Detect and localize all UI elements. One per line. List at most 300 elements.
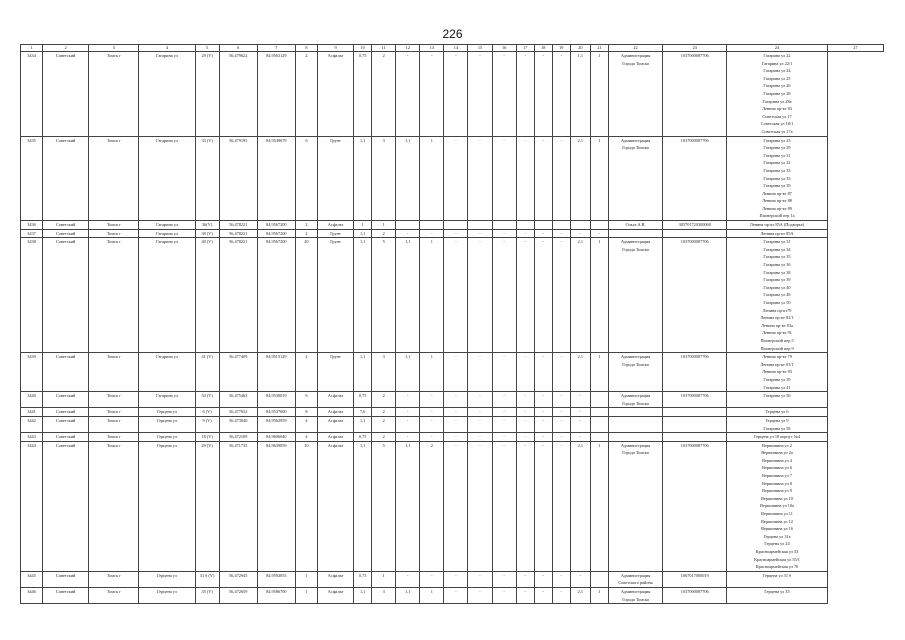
col14-cell: 1 xyxy=(420,136,444,221)
house-cell: 40 (V) xyxy=(195,238,219,353)
col17-cell: - xyxy=(492,416,516,432)
col13-cell xyxy=(396,221,420,230)
col12-cell: 2 xyxy=(372,433,396,442)
served-address: Ленина пр-кт 91 xyxy=(762,330,792,336)
served-address: Герцена ул 24 xyxy=(764,541,790,547)
row-number: 3438 xyxy=(21,238,43,353)
col20-cell: - xyxy=(552,238,570,353)
served-address: Вершинина ул 2 xyxy=(762,442,792,448)
col16-cell xyxy=(468,221,492,230)
owner-cell xyxy=(608,229,662,238)
served-address: Гагарина ул 22 xyxy=(763,53,791,58)
row-number: 3446 xyxy=(21,587,43,603)
served-address: Гагарина ул 39 xyxy=(763,183,791,189)
street-cell: Гагарина ул xyxy=(139,221,195,230)
inn-cell: 1037000087706 xyxy=(663,441,727,571)
col12-cell: 5 xyxy=(372,441,396,571)
column-number-header: 10 xyxy=(354,45,372,52)
col20-cell: - xyxy=(552,408,570,417)
col17-cell: - xyxy=(492,571,516,587)
longitude-cell: 84,9639059 xyxy=(257,441,295,571)
area-cell: 0,75 xyxy=(354,392,372,408)
served-address: Вершинина ул 7 xyxy=(762,473,792,479)
col19-cell xyxy=(534,221,552,230)
row-number: 3442 xyxy=(21,416,43,432)
area-cell: 1 xyxy=(354,221,372,230)
longitude-cell: 84,9592053 xyxy=(257,571,295,587)
served-address: Пионерский пер 5 xyxy=(760,337,794,343)
col18-cell: - xyxy=(516,587,534,603)
col21-cell: 2,1 xyxy=(570,353,590,392)
column-number-header: 11 xyxy=(372,45,396,52)
served-address: Ленина пр-кт 81/1 xyxy=(760,361,794,367)
served-address: Гагарина ул 24 xyxy=(763,68,791,74)
area-cell: 1,1 xyxy=(354,587,372,603)
area-cell: 1,1 xyxy=(354,136,372,221)
longitude-cell: 84,9562959 xyxy=(257,416,295,432)
inn-cell xyxy=(663,229,727,238)
longitude-cell: 84,9515129 xyxy=(257,353,295,392)
served-addresses-cell xyxy=(727,353,827,392)
col15-cell: - xyxy=(444,238,468,353)
owner-line: Администрация xyxy=(620,588,651,594)
owner-line: Администрация xyxy=(620,393,651,399)
containers-count-cell: 6 xyxy=(295,392,317,408)
col15-cell: - xyxy=(444,353,468,392)
col20-cell: - xyxy=(552,441,570,571)
column-number-header: 18 xyxy=(534,45,552,52)
column-number-header: 17 xyxy=(516,45,534,52)
col13-cell: - xyxy=(396,52,420,137)
containers-count-cell: 6 xyxy=(295,136,317,221)
col13-cell: 1,1 xyxy=(396,238,420,353)
served-address: Гагарина ул 29 xyxy=(763,145,791,151)
column-number-header: 14 xyxy=(444,45,468,52)
table-row xyxy=(21,408,884,417)
district-cell: Советский xyxy=(43,353,89,392)
column-number-header: 9 xyxy=(317,45,353,52)
served-address: Красноармейская ул 55/1 xyxy=(754,556,800,562)
district-cell: Советский xyxy=(43,587,89,603)
containers-count-cell: 4 xyxy=(295,433,317,442)
inn-cell: 1037000087706 xyxy=(663,136,727,221)
col18-cell: - xyxy=(516,353,534,392)
served-address: Вершинина ул 9 xyxy=(762,488,792,494)
col22-cell: 1 xyxy=(590,441,608,571)
col13-cell: - xyxy=(396,416,420,432)
street-cell: Гагарина ул xyxy=(139,238,195,353)
col22-cell: 1 xyxy=(590,238,608,353)
col18-cell: - xyxy=(516,136,534,221)
col22-cell: - xyxy=(590,229,608,238)
served-addresses-cell xyxy=(727,433,827,442)
column-number-header: 22 xyxy=(608,45,662,52)
owner-line: Советского района xyxy=(618,580,653,586)
col12-cell: 2 xyxy=(372,408,396,417)
served-address: Вершинина ул 12 xyxy=(761,518,793,524)
col14-cell: - xyxy=(420,571,444,587)
served-address: Советская ул 17а xyxy=(761,128,793,134)
col15-cell xyxy=(444,221,468,230)
col19-cell: - xyxy=(534,433,552,442)
served-addresses-cell xyxy=(727,392,827,408)
waste-sites-registry-table xyxy=(20,44,884,604)
table-row xyxy=(21,416,884,432)
served-address: Гагарина ул 39 xyxy=(763,277,791,283)
city-cell: Томск г xyxy=(89,416,139,432)
served-addresses-cell xyxy=(727,416,827,432)
row-number: 3441 xyxy=(21,408,43,417)
col20-cell: - xyxy=(552,229,570,238)
row-number: 3444 xyxy=(21,441,43,571)
served-address: Ленина пр-кт 87 xyxy=(762,190,792,196)
street-cell: Гагарина ул xyxy=(139,353,195,392)
house-cell: 41 (V) xyxy=(195,353,219,392)
served-address: Ленина пр-кт 85А (Подворье) xyxy=(749,222,805,228)
col16-cell: - xyxy=(468,353,492,392)
table-row xyxy=(21,229,884,238)
inn-cell: 1037000087706 xyxy=(663,587,727,603)
served-address: Ленина пр-кт 85А xyxy=(760,230,794,236)
served-address: Советская ул 17 xyxy=(762,113,792,119)
column-number-header: 8 xyxy=(295,45,317,52)
owner-cell xyxy=(608,433,662,442)
col12-cell: 3 xyxy=(372,587,396,603)
col22-cell xyxy=(590,433,608,442)
col13-cell: - xyxy=(396,571,420,587)
owner-line: Администрация xyxy=(620,442,651,448)
column-number-row xyxy=(21,45,884,52)
inn-cell xyxy=(663,433,727,442)
served-address: Красноармейская ул 70 xyxy=(755,564,799,570)
longitude-cell: 84,9567200 xyxy=(257,238,295,353)
served-addresses-cell xyxy=(727,587,827,603)
col15-cell: - xyxy=(444,229,468,238)
inn-cell: 1037000087706 xyxy=(663,392,727,408)
col17-cell: - xyxy=(492,587,516,603)
latitude-cell: 56,479622 xyxy=(219,52,257,137)
row-number: 3434 xyxy=(21,52,43,137)
owner-cell xyxy=(608,136,662,221)
col13-cell: 1,1 xyxy=(396,353,420,392)
served-address: Пионерский пер 9 xyxy=(760,345,794,351)
col22-cell xyxy=(590,408,608,417)
col18-cell: - xyxy=(516,433,534,442)
city-cell: Томск г xyxy=(89,408,139,417)
col20-cell: - xyxy=(552,433,570,442)
house-cell: 29 (V) xyxy=(195,441,219,571)
col22-cell: 1 xyxy=(590,52,608,137)
surface-cell: Грунт xyxy=(317,229,353,238)
col14-cell: 1 xyxy=(420,238,444,353)
district-cell: Советский xyxy=(43,571,89,587)
inn-cell xyxy=(663,408,727,417)
area-cell: 1,1 xyxy=(354,441,372,571)
latitude-cell: 56,475463 xyxy=(219,392,257,408)
col20-cell: - xyxy=(552,416,570,432)
latitude-cell: 56,478221 xyxy=(219,238,257,353)
col14-cell: - xyxy=(420,392,444,408)
col21-cell: - xyxy=(570,433,590,442)
served-addresses-cell xyxy=(727,238,827,353)
col17-cell: - xyxy=(492,441,516,571)
district-cell: Советский xyxy=(43,221,89,230)
col21-cell: - xyxy=(570,416,590,432)
col14-cell: - xyxy=(420,416,444,432)
inn-cell: 1037000087706 xyxy=(663,52,727,137)
col14-cell: - xyxy=(420,229,444,238)
longitude-cell: 84,9549679 xyxy=(257,136,295,221)
col22-cell: 1 xyxy=(590,353,608,392)
owner-cell xyxy=(608,416,662,432)
col16-cell: - xyxy=(468,238,492,353)
inn-cell: 305701720300060 xyxy=(663,221,727,230)
col19-cell: - xyxy=(534,441,552,571)
served-address: Советская ул 18/1 xyxy=(760,121,794,127)
served-address: Гагарина ул 40 xyxy=(763,284,791,290)
table-row xyxy=(21,441,884,571)
col19-cell: - xyxy=(534,408,552,417)
longitude-cell: 84,9537600 xyxy=(257,408,295,417)
col16-cell: - xyxy=(468,571,492,587)
column-number-header: 1 xyxy=(21,45,43,52)
surface-cell: Асфальт xyxy=(317,392,353,408)
row-number: 3443 xyxy=(21,433,43,442)
containers-count-cell: 2 xyxy=(295,221,317,230)
served-address: Герцена ул 31а xyxy=(763,533,791,539)
served-address: Гагарина ул 35 xyxy=(763,254,791,260)
served-address: Гагарина ул 33 xyxy=(763,167,791,173)
served-address: Гагарина ул 50 xyxy=(763,300,791,305)
owner-line: Города Томска xyxy=(622,145,649,151)
area-cell: 0,75 xyxy=(354,433,372,442)
column-number-header: 5 xyxy=(195,45,219,52)
col22-cell xyxy=(590,392,608,408)
owner-line: Города Томска xyxy=(622,361,649,367)
served-address: Вершинина ул 10а xyxy=(760,503,794,509)
house-cell: 29 (V) xyxy=(195,52,219,137)
col22-cell xyxy=(590,221,608,230)
surface-cell: Грунт xyxy=(317,353,353,392)
owner-line: Администрация xyxy=(620,239,651,245)
inn-cell: 1037000087706 xyxy=(663,353,727,392)
containers-count-cell: 1 xyxy=(295,587,317,603)
column-number-header: 16 xyxy=(492,45,516,52)
col15-cell: - xyxy=(444,571,468,587)
city-cell: Томск г xyxy=(89,392,139,408)
table-row xyxy=(21,221,884,230)
col19-cell: - xyxy=(534,52,552,137)
table-row xyxy=(21,52,884,137)
served-address: Гагарина ул 58 xyxy=(763,425,791,431)
street-cell: Гагарина ул xyxy=(139,229,195,238)
served-addresses-cell xyxy=(727,441,827,571)
city-cell: Томск г xyxy=(89,587,139,603)
inn-cell: 1067017000019 xyxy=(663,571,727,587)
latitude-cell: 56,472659 xyxy=(219,587,257,603)
owner-line: Ольга А.В. xyxy=(625,222,646,228)
surface-cell: Асфальт xyxy=(317,433,353,442)
street-cell: Гагарина ул xyxy=(139,136,195,221)
containers-count-cell: 2 xyxy=(295,229,317,238)
col12-cell: 1 xyxy=(372,221,396,230)
containers-count-cell: 4 xyxy=(295,416,317,432)
area-cell: 1,1 xyxy=(354,229,372,238)
col15-cell: - xyxy=(444,408,468,417)
district-cell: Советский xyxy=(43,441,89,571)
served-addresses-cell xyxy=(727,571,827,587)
street-cell: Герцена ул xyxy=(139,571,195,587)
col17-cell: - xyxy=(492,52,516,137)
served-address: Гагарина ул 26 xyxy=(763,83,791,89)
column-number-header: 3 xyxy=(89,45,139,52)
latitude-cell: 56,478221 xyxy=(219,221,257,230)
owner-line: Администрация xyxy=(620,137,651,143)
served-address: Гагарина ул 48 xyxy=(763,292,791,298)
owner-cell xyxy=(608,221,662,230)
district-cell: Советский xyxy=(43,238,89,353)
street-cell: Герцена ул xyxy=(139,433,195,442)
city-cell: Томск г xyxy=(89,136,139,221)
served-addresses-cell xyxy=(727,52,827,137)
row-number: 3437 xyxy=(21,229,43,238)
col14-cell: - xyxy=(420,52,444,137)
col21-cell: - xyxy=(570,571,590,587)
col22-cell xyxy=(590,571,608,587)
col20-cell: - xyxy=(552,353,570,392)
col14-cell: - xyxy=(420,433,444,442)
served-addresses-cell xyxy=(727,221,827,230)
col14-cell: - xyxy=(420,408,444,417)
col21-cell: - xyxy=(570,392,590,408)
served-address: Вершинина ул 10 xyxy=(761,495,793,501)
col17-cell: - xyxy=(492,408,516,417)
col19-cell: - xyxy=(534,392,552,408)
served-addresses-cell xyxy=(727,229,827,238)
district-cell: Советский xyxy=(43,136,89,221)
city-cell: Томск г xyxy=(89,441,139,571)
col14-cell: 1 xyxy=(420,353,444,392)
house-cell: 33 (V) xyxy=(195,136,219,221)
column-number-header: 15 xyxy=(468,45,492,52)
col13-cell: - xyxy=(396,392,420,408)
col13-cell: - xyxy=(396,229,420,238)
col18-cell: - xyxy=(516,392,534,408)
district-cell: Советский xyxy=(43,392,89,408)
table-row xyxy=(21,136,884,221)
surface-cell: Грунт xyxy=(317,238,353,353)
col16-cell: - xyxy=(468,229,492,238)
served-address: Вершинина ул 6 xyxy=(762,465,792,471)
inn-cell: 1037000087706 xyxy=(663,238,727,353)
col15-cell: - xyxy=(444,587,468,603)
col21-cell: 1,1 xyxy=(570,52,590,137)
col21-cell: 2,1 xyxy=(570,587,590,603)
owner-line: Администрация xyxy=(620,572,651,578)
col20-cell: - xyxy=(552,571,570,587)
city-cell: Томск г xyxy=(89,52,139,137)
col21-cell: 2,1 xyxy=(570,136,590,221)
col12-cell: 3 xyxy=(372,353,396,392)
containers-count-cell: 1 xyxy=(295,571,317,587)
row-number: 3436 xyxy=(21,221,43,230)
col13-cell: 1,1 xyxy=(396,136,420,221)
column-number-header: 13 xyxy=(420,45,444,52)
col22-cell: 1 xyxy=(590,587,608,603)
col18-cell: - xyxy=(516,441,534,571)
served-address: Ленина пр-кт 81/1 xyxy=(760,315,794,321)
col12-cell: 2 xyxy=(372,416,396,432)
row-number: 3445 xyxy=(21,571,43,587)
served-address: Гагарина ул 28 xyxy=(763,90,791,96)
served-address: Гагарина ул 38 xyxy=(763,269,791,275)
col20-cell: - xyxy=(552,587,570,603)
surface-cell: Асфальт xyxy=(317,408,353,417)
table-row xyxy=(21,392,884,408)
house-cell: 6 (V) xyxy=(195,408,219,417)
served-address: Пионерский пер 1а xyxy=(759,213,795,219)
col17-cell: - xyxy=(492,353,516,392)
col16-cell: - xyxy=(468,392,492,408)
column-number-header: 12 xyxy=(396,45,420,52)
table-body xyxy=(21,52,884,604)
street-cell: Гагарина ул xyxy=(139,392,195,408)
city-cell: Томск г xyxy=(89,353,139,392)
table-row xyxy=(21,587,884,603)
district-cell: Советский xyxy=(43,52,89,137)
area-cell: 1,1 xyxy=(354,238,372,353)
table-row xyxy=(21,571,884,587)
col20-cell: - xyxy=(552,392,570,408)
street-cell: Герцена ул xyxy=(139,408,195,417)
served-address: Герцена ул 35 xyxy=(764,588,790,594)
containers-count-cell: 20 xyxy=(295,238,317,353)
col19-cell: - xyxy=(534,136,552,221)
area-cell: 1,1 xyxy=(354,353,372,392)
served-address: Гагарина ул 31 xyxy=(763,239,791,245)
served-address: Ленина пр-кт 83 xyxy=(762,369,792,375)
served-address: Ленина пр-кт 88 xyxy=(762,198,792,204)
col18-cell xyxy=(516,221,534,230)
house-cell: 9 (V) xyxy=(195,416,219,432)
longitude-cell: 84,9606040 xyxy=(257,433,295,442)
served-address: Гагарина ул 23 xyxy=(763,137,791,143)
latitude-cell: 56,477632 xyxy=(219,408,257,417)
area-cell: 0,75 xyxy=(354,52,372,137)
served-address: Ленина пр-кт 79 xyxy=(762,354,792,360)
col18-cell: - xyxy=(516,416,534,432)
city-cell: Томск г xyxy=(89,229,139,238)
col13-cell: - xyxy=(396,408,420,417)
col20-cell: - xyxy=(552,52,570,137)
served-address: Ленина пр-кт 89 xyxy=(762,205,792,211)
served-address: Гагарина ул 28а xyxy=(762,98,792,104)
served-address: Ленина пр-кт 83 xyxy=(762,106,792,112)
col17-cell: - xyxy=(492,136,516,221)
served-address: Гагарина ул 35 xyxy=(763,175,791,181)
col20-cell xyxy=(552,221,570,230)
col21-cell: - xyxy=(570,229,590,238)
owner-line: Города Томска xyxy=(622,450,649,456)
house-cell: 35 (V) xyxy=(195,587,219,603)
col15-cell: - xyxy=(444,433,468,442)
column-number-header: 6 xyxy=(219,45,257,52)
house-cell: 54 (V) xyxy=(195,392,219,408)
longitude-cell: 84,9530019 xyxy=(257,392,295,408)
col18-cell: - xyxy=(516,408,534,417)
served-address: Гагарина ул 56 xyxy=(763,393,791,399)
column-number-header: 24 xyxy=(727,45,827,52)
